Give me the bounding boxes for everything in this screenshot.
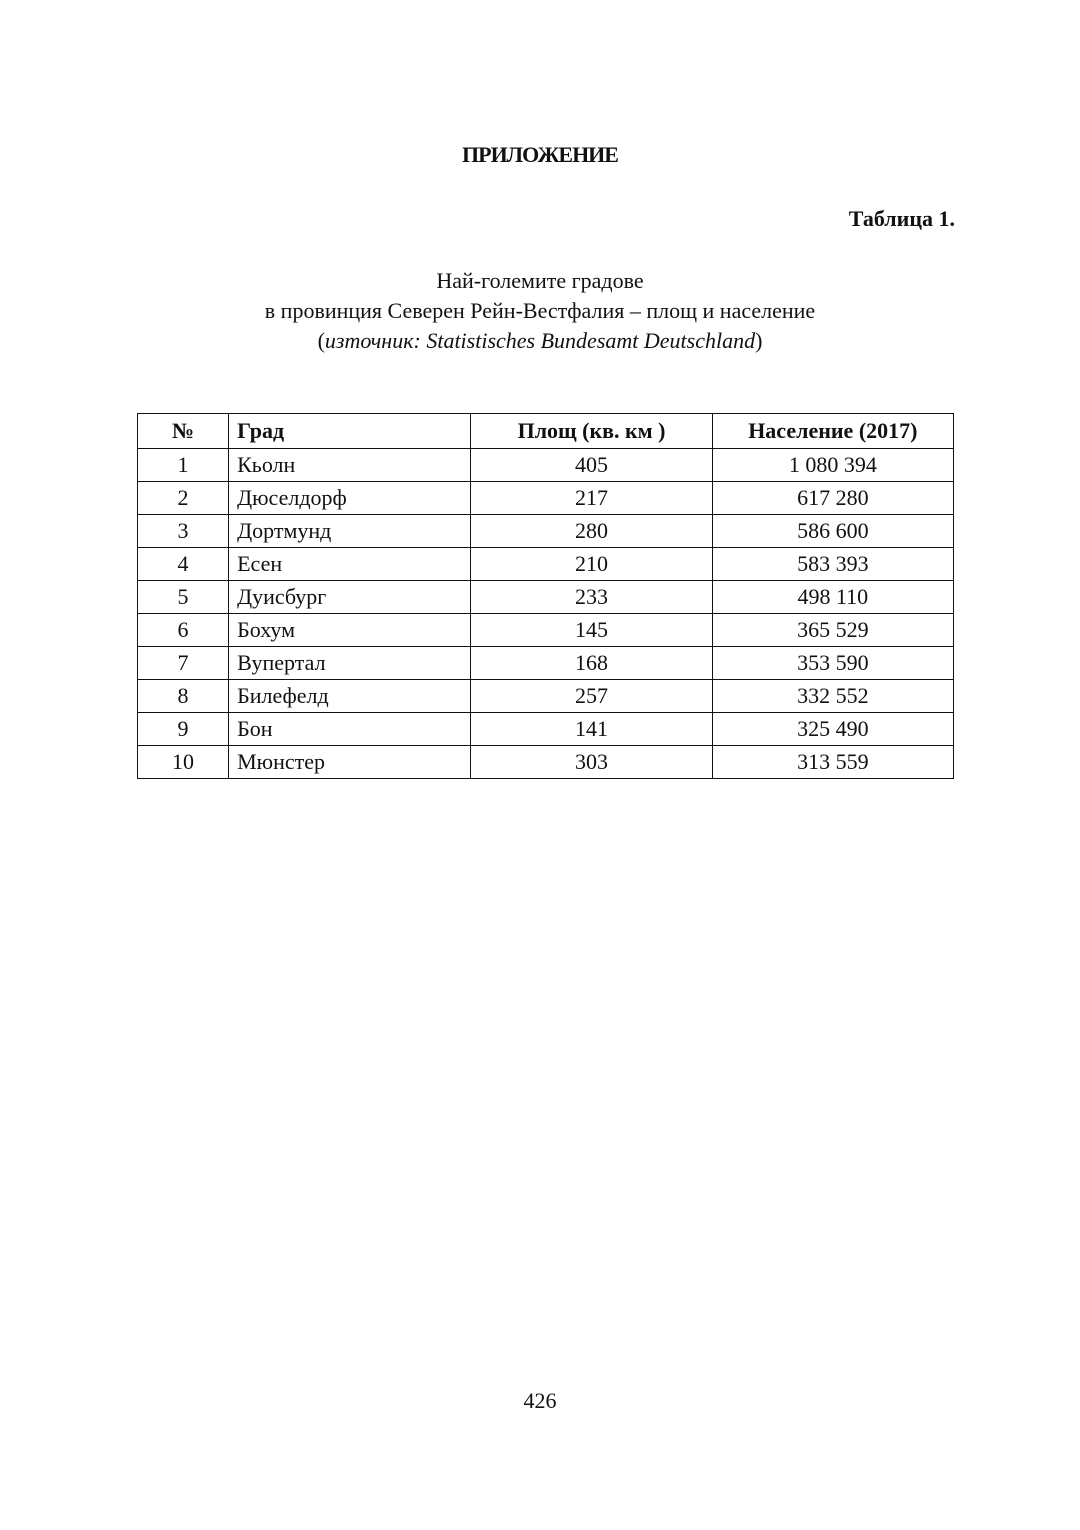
table-row xyxy=(138,515,954,548)
row-number: 4 xyxy=(138,548,229,581)
row-city: Дортмунд xyxy=(229,515,471,548)
row-area: 303 xyxy=(471,746,712,779)
row-city: Мюнстер xyxy=(229,746,471,779)
row-population: 498 110 xyxy=(712,581,953,614)
table-caption xyxy=(0,266,1080,356)
table-row xyxy=(138,614,954,647)
caption-paren-close: ) xyxy=(755,328,763,353)
table-number-label: Таблица 1. xyxy=(848,206,955,231)
row-population: 313 559 xyxy=(712,746,953,779)
row-population: 617 280 xyxy=(712,482,953,515)
row-area: 168 xyxy=(471,647,712,680)
row-city: Кьолн xyxy=(229,449,471,482)
row-population: 1 080 394 xyxy=(712,449,953,482)
table-row xyxy=(138,482,954,515)
table-row xyxy=(138,746,954,779)
row-population: 353 590 xyxy=(712,647,953,680)
row-number: 9 xyxy=(138,713,229,746)
row-number: 7 xyxy=(138,647,229,680)
header-city: Град xyxy=(229,414,471,449)
row-population: 583 393 xyxy=(712,548,953,581)
table-row xyxy=(138,548,954,581)
row-number: 3 xyxy=(138,515,229,548)
caption-line-2: в провинция Северен Рейн-Вестфалия – площ и население xyxy=(264,298,816,323)
row-number: 5 xyxy=(138,581,229,614)
table-row xyxy=(138,581,954,614)
cities-table xyxy=(137,413,954,779)
row-number: 6 xyxy=(138,614,229,647)
row-city: Бон xyxy=(229,713,471,746)
row-city: Дюселдорф xyxy=(229,482,471,515)
page-number: 426 xyxy=(523,1388,557,1413)
row-city: Есен xyxy=(229,548,471,581)
row-city: Дуисбург xyxy=(229,581,471,614)
row-population: 365 529 xyxy=(712,614,953,647)
row-area: 217 xyxy=(471,482,712,515)
row-area: 280 xyxy=(471,515,712,548)
table-row xyxy=(138,680,954,713)
row-area: 405 xyxy=(471,449,712,482)
appendix-heading: ПРИЛОЖЕНИЕ xyxy=(462,142,618,167)
row-area: 145 xyxy=(471,614,712,647)
row-population: 332 552 xyxy=(712,680,953,713)
row-area: 141 xyxy=(471,713,712,746)
row-number: 2 xyxy=(138,482,229,515)
row-city: Вупертал xyxy=(229,647,471,680)
row-population: 586 600 xyxy=(712,515,953,548)
caption-paren-open: ( xyxy=(317,328,325,353)
row-city: Бохум xyxy=(229,614,471,647)
row-number: 8 xyxy=(138,680,229,713)
caption-line-1: Най-големите градове xyxy=(436,268,644,293)
row-city: Билефелд xyxy=(229,680,471,713)
table-header-row xyxy=(138,414,954,449)
row-area: 233 xyxy=(471,581,712,614)
header-number: № xyxy=(138,414,229,449)
caption-source-line xyxy=(0,326,1080,356)
table-row xyxy=(138,449,954,482)
header-area: Площ (кв. км ) xyxy=(471,414,712,449)
table-row xyxy=(138,647,954,680)
row-population: 325 490 xyxy=(712,713,953,746)
caption-source: източник: Statistisches Bundesamt Deutschland xyxy=(324,328,756,353)
table-row xyxy=(138,713,954,746)
row-number: 1 xyxy=(138,449,229,482)
row-area: 257 xyxy=(471,680,712,713)
header-population: Население (2017) xyxy=(712,414,953,449)
row-number: 10 xyxy=(138,746,229,779)
row-area: 210 xyxy=(471,548,712,581)
